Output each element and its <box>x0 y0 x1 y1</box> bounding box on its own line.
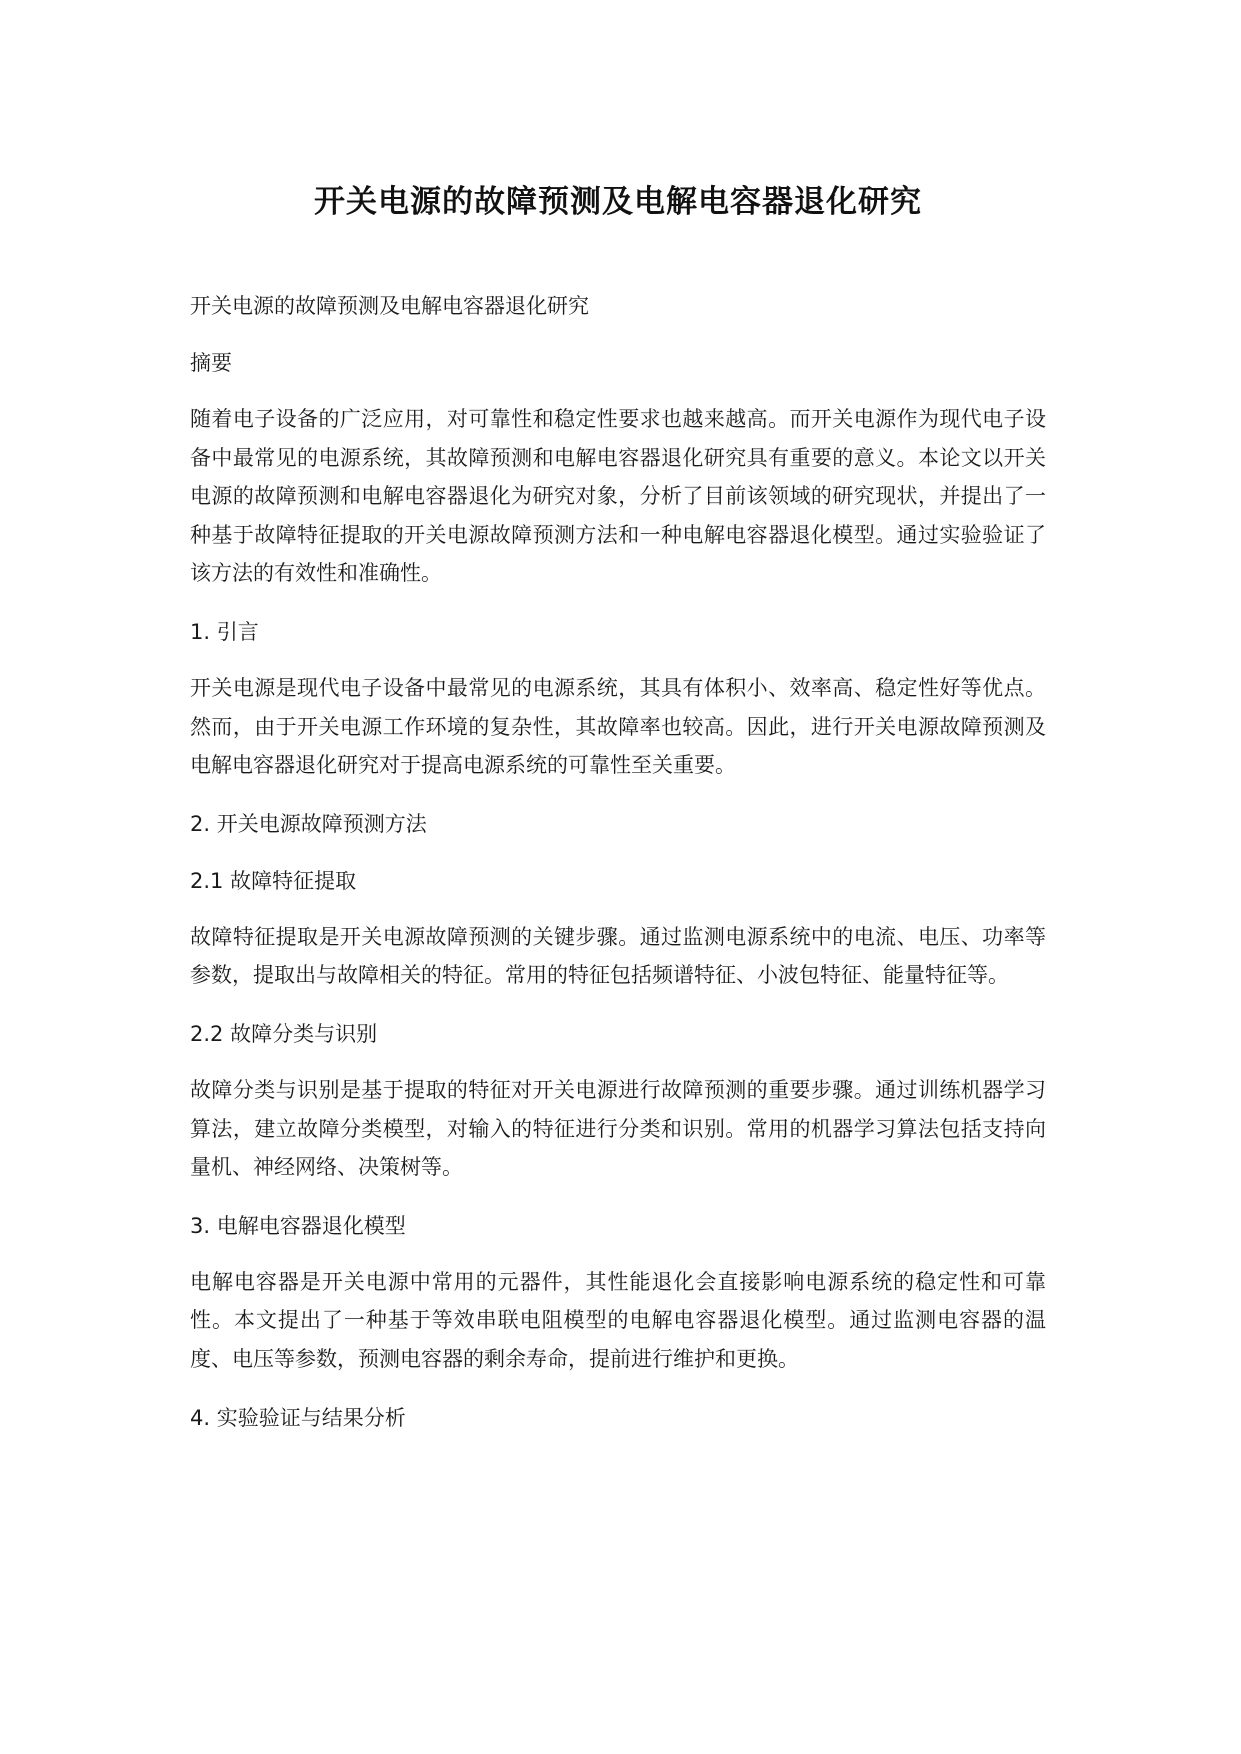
section-heading-2-1: 2.1 故障特征提取 <box>190 868 357 893</box>
section-heading-3: 3. 电解电容器退化模型 <box>190 1213 406 1238</box>
section-heading-2: 2. 开关电源故障预测方法 <box>190 811 427 836</box>
abstract-heading: 摘要 <box>190 351 232 375</box>
document-subtitle: 开关电源的故障预测及电解电容器退化研究 <box>190 294 589 318</box>
section-heading-1: 1. 引言 <box>190 619 259 644</box>
document-title: 开关电源的故障预测及电解电容器退化研究 <box>314 184 922 220</box>
section-heading-2-2: 2.2 故障分类与识别 <box>190 1021 378 1046</box>
section-paragraph-2-2: 故障分类与识别是基于提取的特征对开关电源进行故障预测的重要步骤。通过训练机器学习算法，建立故障分类模型，对输入的特征进行分类和识别。常用的机器学习算法包括支持向量机、神经网络、决策树等。 <box>190 1077 1046 1180</box>
section-paragraph-2-1: 故障特征提取是开关电源故障预测的关键步骤。通过监测电源系统中的电流、电压、功率等参数，提取出与故障相关的特征。常用的特征包括频谱特征、小波包特征、能量特征等。 <box>190 924 1046 988</box>
section-paragraph-1: 开关电源是现代电子设备中最常见的电源系统，其具有体积小、效率高、稳定性好等优点。然而，由于开关电源工作环境的复杂性，其故障率也较高。因此，进行开关电源故障预测及电解电容器退化研究对于提高电源系统的可靠性至关重要。 <box>190 675 1046 778</box>
section-paragraph-3: 电解电容器是开关电源中常用的元器件，其性能退化会直接影响电源系统的稳定性和可靠性。本文提出了一种基于等效串联电阻模型的电解电容器退化模型。通过监测电容器的温度、电压等参数，预测电容器的剩余寿命，提前进行维护和更换。 <box>190 1269 1046 1371</box>
abstract-paragraph: 随着电子设备的广泛应用，对可靠性和稳定性要求也越来越高。而开关电源作为现代电子设备中最常见的电源系统，其故障预测和电解电容器退化研究具有重要的意义。本论文以开关电源的故障预测和电解电容器退化为研究对象，分析了目前该领域的研究现状，并提出了一种基于故障特征提取的开关电源故障预测方法和一种电解电容器退化模型。通过实验验证了该方法的有效性和准确性。 <box>190 407 1046 586</box>
section-heading-4: 4. 实验验证与结果分析 <box>190 1405 406 1430</box>
